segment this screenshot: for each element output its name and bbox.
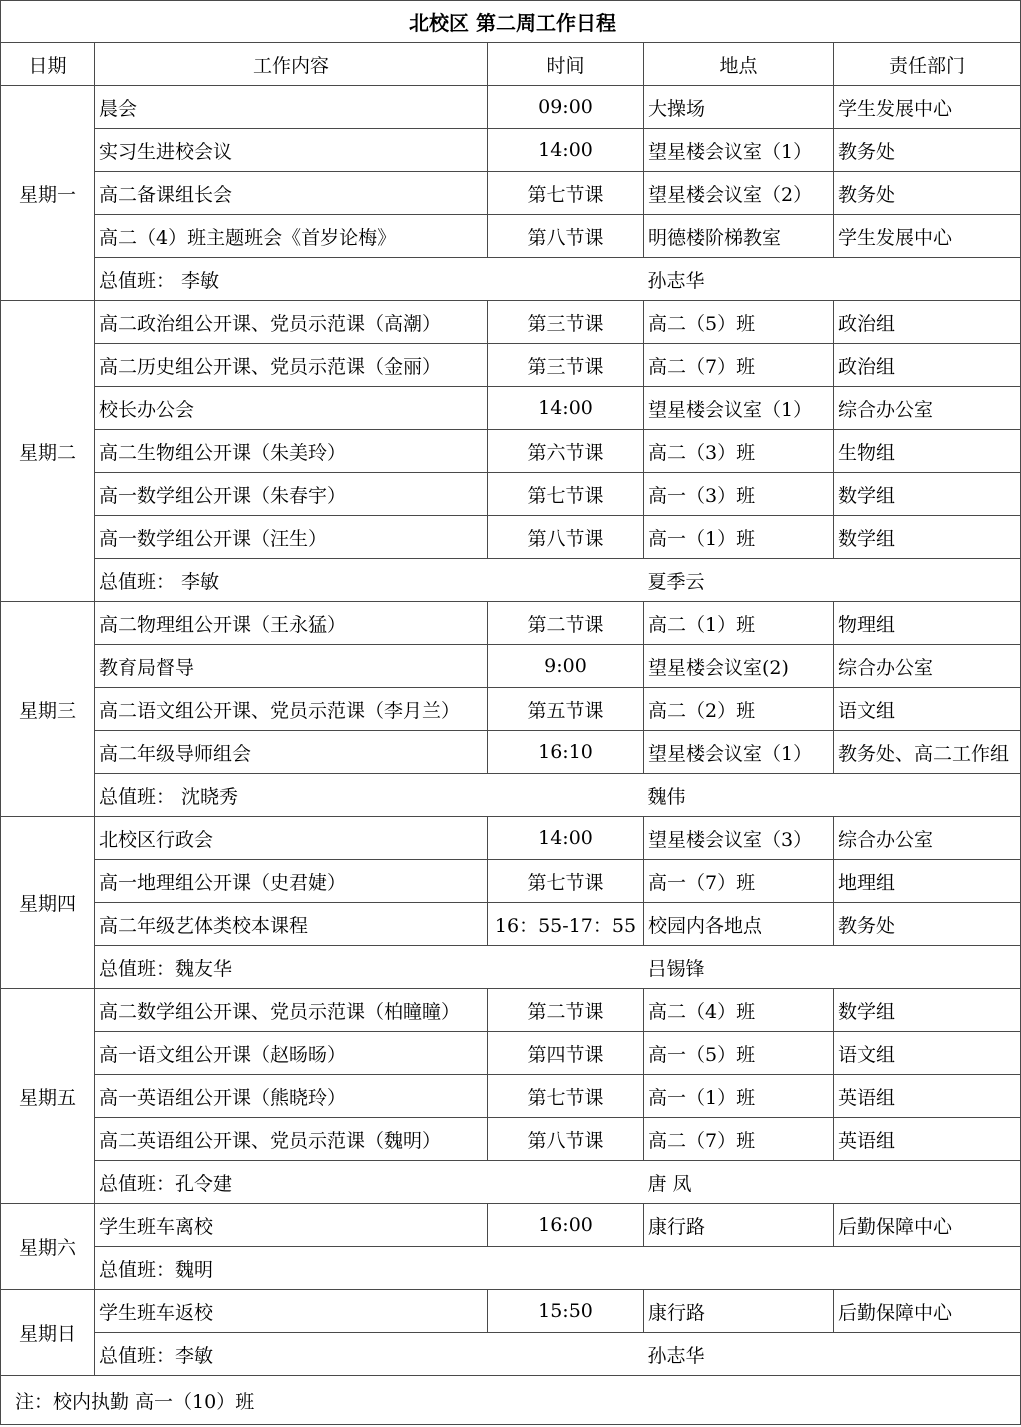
schedule-body — [1, 1, 1021, 1425]
dept-cell: 综合办公室 — [834, 645, 1021, 688]
place-cell: 明德楼阶梯教室 — [644, 215, 834, 258]
schedule-row — [1, 1118, 1021, 1161]
time-cell: 第三节课 — [488, 301, 644, 344]
dept-cell: 英语组 — [834, 1075, 1021, 1118]
footer-row — [1, 1376, 1021, 1425]
schedule-row — [1, 344, 1021, 387]
time-cell: 第二节课 — [488, 989, 644, 1032]
content-cell: 高二年级艺体类校本课程 — [95, 903, 488, 946]
place-cell: 高二（7）班 — [644, 1118, 834, 1161]
content-cell: 晨会 — [95, 86, 488, 129]
place-cell: 高一（7）班 — [644, 860, 834, 903]
content-cell: 北校区行政会 — [95, 817, 488, 860]
schedule-row — [1, 989, 1021, 1032]
dept-cell: 生物组 — [834, 430, 1021, 473]
duty-row — [1, 1333, 1021, 1376]
content-cell: 高二历史组公开课、党员示范课（金丽） — [95, 344, 488, 387]
day-cell: 星期日 — [1, 1290, 95, 1376]
header-row — [1, 43, 1021, 86]
day-cell: 星期六 — [1, 1204, 95, 1290]
duty-label-cell: 总值班： 李敏 — [95, 559, 644, 602]
day-cell: 星期二 — [1, 301, 95, 602]
duty-label-cell: 总值班：孔令建 — [95, 1161, 644, 1204]
dept-cell: 学生发展中心 — [834, 215, 1021, 258]
place-cell: 高一（5）班 — [644, 1032, 834, 1075]
dept-cell: 语文组 — [834, 1032, 1021, 1075]
day-cell: 星期四 — [1, 817, 95, 989]
time-cell: 第八节课 — [488, 1118, 644, 1161]
header-time: 时间 — [488, 43, 644, 86]
place-cell: 望星楼会议室(2) — [644, 645, 834, 688]
schedule-row — [1, 387, 1021, 430]
content-cell: 高一地理组公开课（史君婕） — [95, 860, 488, 903]
content-cell: 高一英语组公开课（熊晓玲） — [95, 1075, 488, 1118]
dept-cell: 综合办公室 — [834, 387, 1021, 430]
time-cell: 第七节课 — [488, 860, 644, 903]
content-cell: 高二（4）班主题班会《首岁论梅》 — [95, 215, 488, 258]
time-cell: 第七节课 — [488, 1075, 644, 1118]
duty-other-cell: 魏伟 — [644, 774, 1021, 817]
place-cell: 校园内各地点 — [644, 903, 834, 946]
dept-cell: 数学组 — [834, 516, 1021, 559]
dept-cell: 教务处、高二工作组 — [834, 731, 1021, 774]
time-cell: 第二节课 — [488, 602, 644, 645]
content-cell: 高二英语组公开课、党员示范课（魏明） — [95, 1118, 488, 1161]
schedule-row — [1, 817, 1021, 860]
content-cell: 教育局督导 — [95, 645, 488, 688]
schedule-row — [1, 731, 1021, 774]
schedule-row — [1, 860, 1021, 903]
duty-other-cell: 孙志华 — [644, 258, 1021, 301]
duty-other-cell: 夏季云 — [644, 559, 1021, 602]
schedule-row — [1, 86, 1021, 129]
content-cell: 高一数学组公开课（汪生） — [95, 516, 488, 559]
dept-cell: 教务处 — [834, 172, 1021, 215]
dept-cell: 物理组 — [834, 602, 1021, 645]
place-cell: 望星楼会议室（1） — [644, 731, 834, 774]
day-cell: 星期一 — [1, 86, 95, 301]
duty-row — [1, 1161, 1021, 1204]
dept-cell: 英语组 — [834, 1118, 1021, 1161]
content-cell: 高二年级导师组会 — [95, 731, 488, 774]
duty-row — [1, 1247, 1021, 1290]
schedule-row — [1, 1032, 1021, 1075]
duty-label-cell: 总值班：魏明 — [95, 1247, 644, 1290]
title-row — [1, 1, 1021, 43]
header-place: 地点 — [644, 43, 834, 86]
time-cell: 第七节课 — [488, 172, 644, 215]
place-cell: 高一（3）班 — [644, 473, 834, 516]
dept-cell: 教务处 — [834, 129, 1021, 172]
time-cell: 第四节课 — [488, 1032, 644, 1075]
content-cell: 校长办公会 — [95, 387, 488, 430]
dept-cell: 地理组 — [834, 860, 1021, 903]
duty-row — [1, 258, 1021, 301]
duty-label-cell: 总值班：魏友华 — [95, 946, 644, 989]
duty-row — [1, 559, 1021, 602]
duty-row — [1, 946, 1021, 989]
place-cell: 望星楼会议室（1） — [644, 387, 834, 430]
duty-other-cell: 吕锡锋 — [644, 946, 1021, 989]
place-cell: 大操场 — [644, 86, 834, 129]
duty-other-cell: 孙志华 — [644, 1333, 1021, 1376]
footer-note: 注：校内执勤 高一（10）班 — [1, 1376, 1021, 1425]
duty-other-cell: 唐 凤 — [644, 1161, 1021, 1204]
header-date: 日期 — [1, 43, 95, 86]
sheet-title: 北校区 第二周工作日程 — [1, 1, 1021, 43]
dept-cell: 学生发展中心 — [834, 86, 1021, 129]
content-cell: 高二语文组公开课、党员示范课（李月兰） — [95, 688, 488, 731]
place-cell: 高一（1）班 — [644, 516, 834, 559]
dept-cell: 综合办公室 — [834, 817, 1021, 860]
duty-row — [1, 774, 1021, 817]
place-cell: 望星楼会议室（2） — [644, 172, 834, 215]
content-cell: 高一语文组公开课（赵旸旸） — [95, 1032, 488, 1075]
content-cell: 高二政治组公开课、党员示范课（高潮） — [95, 301, 488, 344]
schedule-row — [1, 129, 1021, 172]
time-cell: 14:00 — [488, 817, 644, 860]
time-cell: 16:00 — [488, 1204, 644, 1247]
dept-cell: 后勤保障中心 — [834, 1204, 1021, 1247]
dept-cell: 数学组 — [834, 989, 1021, 1032]
time-cell: 第八节课 — [488, 516, 644, 559]
duty-label-cell: 总值班：李敏 — [95, 1333, 644, 1376]
schedule-row — [1, 645, 1021, 688]
schedule-row — [1, 301, 1021, 344]
schedule-row — [1, 473, 1021, 516]
place-cell: 高二（7）班 — [644, 344, 834, 387]
time-cell: 14:00 — [488, 129, 644, 172]
time-cell: 16：55-17：55 — [488, 903, 644, 946]
dept-cell: 教务处 — [834, 903, 1021, 946]
time-cell: 16:10 — [488, 731, 644, 774]
duty-label-cell: 总值班： 沈晓秀 — [95, 774, 644, 817]
content-cell: 学生班车离校 — [95, 1204, 488, 1247]
place-cell: 高二（2）班 — [644, 688, 834, 731]
time-cell: 第六节课 — [488, 430, 644, 473]
dept-cell: 政治组 — [834, 344, 1021, 387]
schedule-row — [1, 1290, 1021, 1333]
content-cell: 高二数学组公开课、党员示范课（柏瞳瞳） — [95, 989, 488, 1032]
time-cell: 15:50 — [488, 1290, 644, 1333]
schedule-row — [1, 903, 1021, 946]
place-cell: 高二（4）班 — [644, 989, 834, 1032]
time-cell: 第五节课 — [488, 688, 644, 731]
schedule-row — [1, 602, 1021, 645]
content-cell: 高二生物组公开课（朱美玲） — [95, 430, 488, 473]
place-cell: 高二（3）班 — [644, 430, 834, 473]
schedule-row — [1, 172, 1021, 215]
content-cell: 高二备课组长会 — [95, 172, 488, 215]
dept-cell: 后勤保障中心 — [834, 1290, 1021, 1333]
content-cell: 学生班车返校 — [95, 1290, 488, 1333]
time-cell: 14:00 — [488, 387, 644, 430]
place-cell: 康行路 — [644, 1290, 834, 1333]
schedule-row — [1, 516, 1021, 559]
place-cell: 高一（1）班 — [644, 1075, 834, 1118]
header-content: 工作内容 — [95, 43, 488, 86]
schedule-row — [1, 688, 1021, 731]
time-cell: 第八节课 — [488, 215, 644, 258]
place-cell: 高二（1）班 — [644, 602, 834, 645]
content-cell: 高二物理组公开课（王永猛） — [95, 602, 488, 645]
schedule-row — [1, 430, 1021, 473]
schedule-row — [1, 215, 1021, 258]
duty-other-cell — [644, 1247, 1021, 1290]
content-cell: 实习生进校会议 — [95, 129, 488, 172]
place-cell: 高二（5）班 — [644, 301, 834, 344]
schedule-row — [1, 1075, 1021, 1118]
time-cell: 09:00 — [488, 86, 644, 129]
duty-label-cell: 总值班： 李敏 — [95, 258, 644, 301]
schedule-row — [1, 1204, 1021, 1247]
time-cell: 9:00 — [488, 645, 644, 688]
place-cell: 望星楼会议室（1） — [644, 129, 834, 172]
dept-cell: 数学组 — [834, 473, 1021, 516]
day-cell: 星期三 — [1, 602, 95, 817]
time-cell: 第三节课 — [488, 344, 644, 387]
place-cell: 康行路 — [644, 1204, 834, 1247]
dept-cell: 语文组 — [834, 688, 1021, 731]
place-cell: 望星楼会议室（3） — [644, 817, 834, 860]
day-cell: 星期五 — [1, 989, 95, 1204]
dept-cell: 政治组 — [834, 301, 1021, 344]
header-dept: 责任部门 — [834, 43, 1021, 86]
content-cell: 高一数学组公开课（朱春宇） — [95, 473, 488, 516]
time-cell: 第七节课 — [488, 473, 644, 516]
